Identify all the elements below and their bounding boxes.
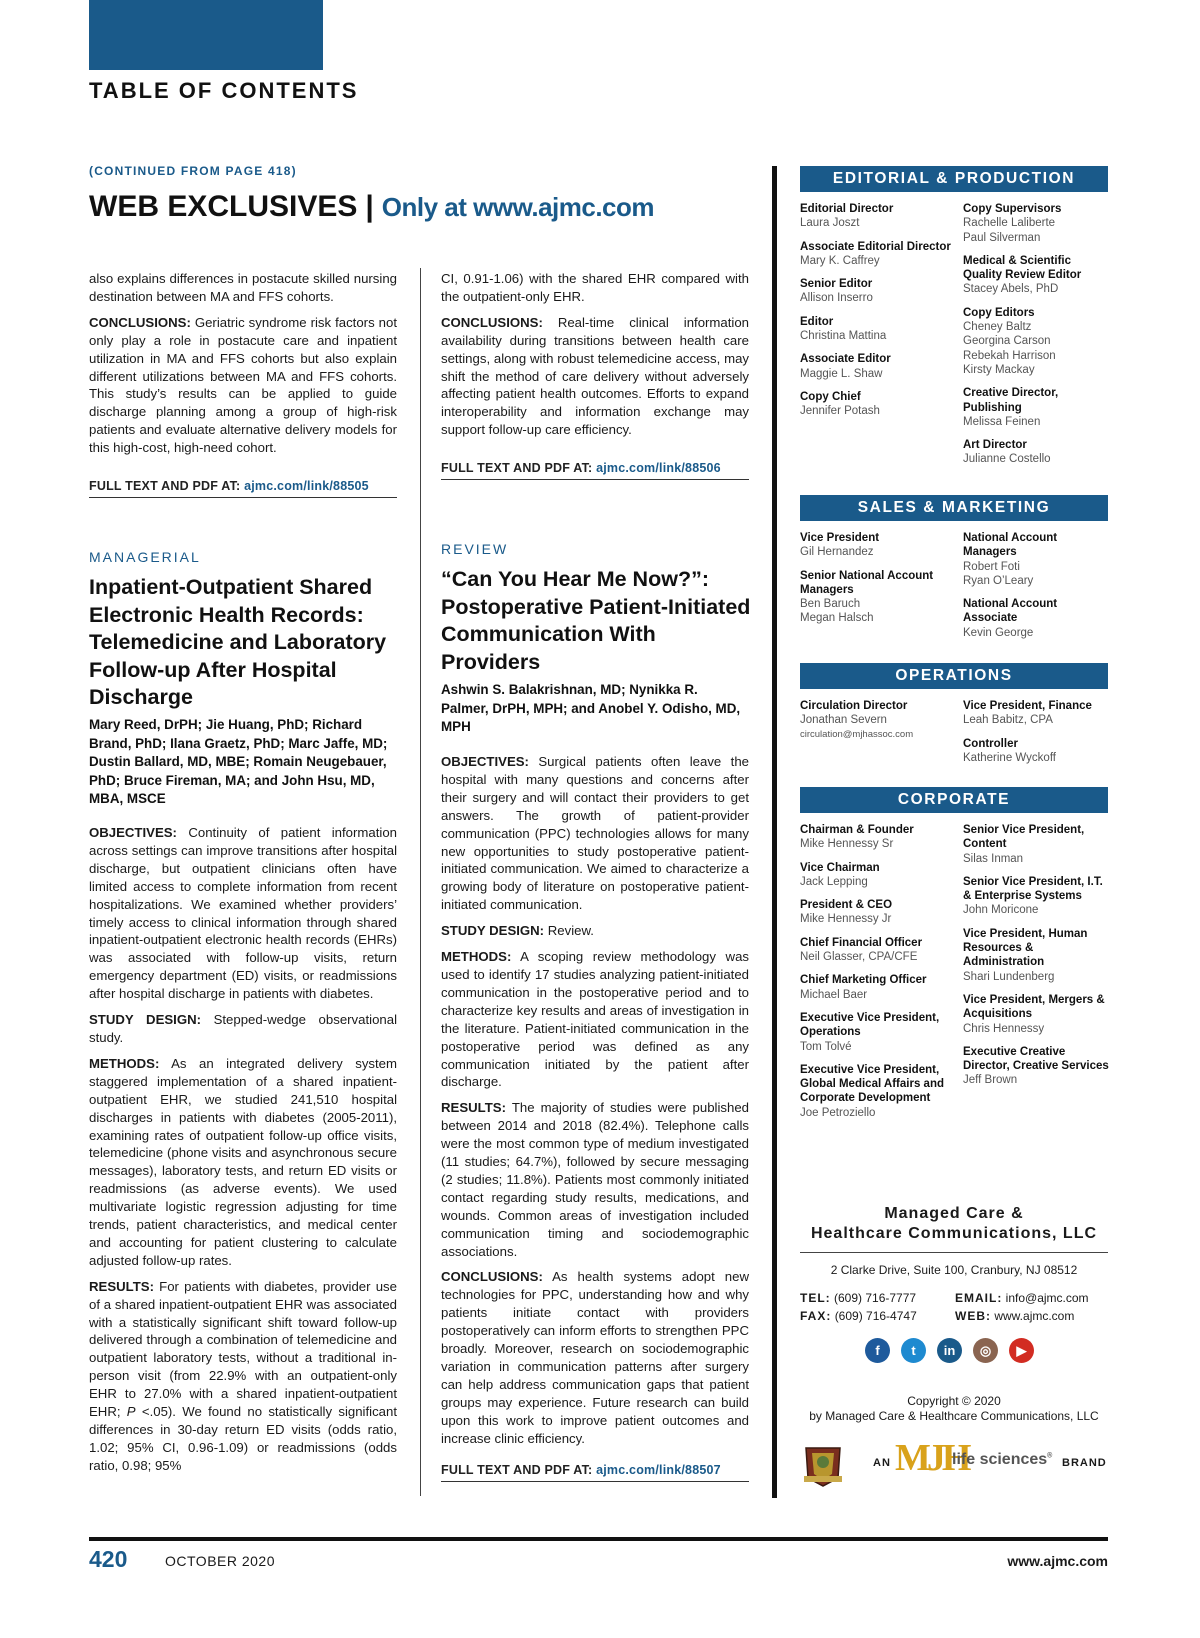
conclusions-label: CONCLUSIONS:: [441, 314, 543, 330]
masthead-role: Editor: [800, 315, 834, 328]
masthead-entry: [800, 699, 955, 742]
editorial-production-header: EDITORIAL & PRODUCTION: [800, 166, 1108, 192]
design-text: Stepped-wedge observational study.: [89, 1012, 397, 1045]
tel-line: [800, 1291, 916, 1305]
fulltext-link-88507: [441, 1463, 749, 1482]
masthead-role: Senior Vice President, Content: [963, 824, 1085, 851]
masthead-role: Copy Editors: [963, 306, 1035, 319]
masthead-role: Vice President: [800, 532, 880, 544]
results-text-b: <.05). We found no statistically significant differences in 30-day return ED visits (odds ratio, 1.02; 95% CI, 0.96-1.09) or readmissions (odds ratio, 0.98; 95%: [89, 1404, 397, 1473]
masthead-role: Vice President, Mergers & Acquisitions: [963, 993, 1105, 1021]
header-color-block: [89, 0, 323, 70]
article2-authors: Ashwin S. Balakrishnan, MD; Nynikka R. Palmer, DrPH, MPH; and Anobel Y. Odisho, MD, MPH: [441, 682, 741, 735]
masthead-entry: [963, 993, 1113, 1036]
tel-label: TEL:: [800, 1291, 831, 1305]
masthead-entry: [800, 531, 955, 560]
mjh-logo-icon: MJH: [895, 1437, 968, 1479]
masthead-name: Stacey Abels, PhD: [963, 283, 1059, 296]
fulltext-label: FULL TEXT AND PDF AT:: [441, 1463, 593, 1477]
masthead-entry: [800, 1011, 955, 1054]
article1-authors: Mary Reed, DrPH; Jie Huang, PhD; Richard Brand, PhD; Ilana Graetz, PhD; Marc Jaffe, MD; Dustin Ballard, MD, MBE; Romain Neugebauer, PhD; Bruce Fireman, MA; and John Hsu, MD, MBA, MSCE: [89, 717, 388, 807]
email-label: EMAIL:: [955, 1291, 1003, 1305]
objectives-text: Continuity of patient information across settings can improve transitions after hospital discharge, but outpatient clinicians often have limited access to complete information from recent hospitalizations. We examined whether providers’ timely access to clinical information through shared inpatient-outpatient electronic health records (EHRs) was associated with follow-up visits, return emergency department (ED) visits, or readmissions after hospital discharge in patients with diabetes.: [89, 825, 397, 1002]
footer-rule: [89, 1537, 1108, 1541]
masthead-role: Copy Chief: [800, 390, 861, 403]
corporate-left-list: [800, 823, 955, 1129]
masthead-role: Creative Director, Publishing: [963, 387, 1059, 414]
masthead-entry: [800, 973, 955, 1002]
article1-design: [89, 1011, 397, 1047]
masthead-divider: [772, 166, 777, 1498]
masthead-role: Chief Marketing Officer: [800, 974, 927, 987]
masthead-name: Joe Petroziello: [800, 1106, 876, 1119]
footer-site[interactable]: www.ajmc.com: [1007, 1553, 1108, 1569]
masthead-name: Julianne Costello: [963, 453, 1051, 466]
masthead-name: Shari Lundenberg: [963, 970, 1055, 983]
results-text: The majority of studies were published between 2014 and 2018 (82.4%). Telephone calls were the most common type of medium investigated (11 studies; 64.7%), followed by secure messaging (2 studies; 11.8%). Patients most commonly initiated contact regarding study results, medications, and wounds. Common areas of investigation included communication timing and sociodemographic associations.: [441, 1100, 749, 1259]
masthead-name: Michael Baer: [800, 988, 868, 1001]
results-label: RESULTS:: [89, 1278, 154, 1294]
masthead-name: Georgina Carson: [963, 335, 1051, 348]
fulltext-url[interactable]: ajmc.com/link/88507: [592, 1463, 721, 1477]
conclusions-text: Geriatric syndrome risk factors not only play a role in postacute care and inpatient utilization in MA and FFS cohorts but also explain different utilizations between MA and FFS cohorts. This study’s results can be applied to guide discharge planning among a group of high-risk patients and evaluate alternative delivery models for this high-cost, high-need cohort.: [89, 314, 397, 456]
masthead-role: Senior Editor: [800, 278, 873, 291]
masthead-role: National Account Managers: [963, 532, 1058, 559]
methods-text: A scoping review methodology was used to identify 17 studies analyzing patient-initiated communication in the postoperative period and to characterize key results and areas of investigation in the literature. Patient-initiated communication in the postoperative period was defined as any communication initiated by the patient after discharge.: [441, 949, 749, 1090]
sales-marketing-header: SALES & MARKETING: [800, 495, 1108, 521]
masthead-entry: [800, 861, 955, 890]
fulltext-label: FULL TEXT AND PDF AT:: [441, 461, 593, 475]
masthead-entry: [963, 927, 1113, 984]
corporate-header: CORPORATE: [800, 787, 1108, 813]
editorial-right-list: [963, 202, 1113, 476]
masthead-name: Gil Hernandez: [800, 546, 874, 559]
col1-paragraph: also explains differences in postacute skilled nursing destination between MA and FFS cohorts.: [89, 271, 397, 304]
masthead-role: Senior Vice President, I.T. & Enterprise Systems: [963, 875, 1103, 903]
masthead-name: Tom Tolvé: [800, 1040, 852, 1053]
masthead-entry: [963, 254, 1113, 297]
masthead-name: Mike Hennessy Sr: [800, 838, 894, 851]
masthead-name: Melissa Feinen: [963, 415, 1041, 428]
masthead-role: Senior National Account Managers: [800, 569, 934, 596]
web-exclusives-url[interactable]: Only at www.ajmc.com: [381, 192, 655, 222]
masthead-name: Kirsty Mackay: [963, 363, 1035, 376]
masthead-name: Cheney Baltz: [963, 321, 1032, 334]
article2-conclusions: [441, 1268, 749, 1447]
design-text: Review.: [544, 923, 594, 939]
masthead-name: Paul Silverman: [963, 231, 1041, 244]
masthead-name: Robert Foti: [963, 560, 1020, 573]
masthead-entry: [800, 569, 955, 626]
company-name-line2: Healthcare Communications, LLC: [810, 1225, 1098, 1242]
masthead-name: Jonathan Severn: [800, 714, 887, 727]
methods-label: METHODS:: [441, 949, 512, 965]
masthead-entry: [963, 737, 1108, 766]
editorial-left-list: [800, 202, 955, 428]
masthead-entry: [963, 699, 1108, 728]
social-icons: [865, 1338, 1045, 1363]
methods-text: As an integrated delivery system staggered implementation of a shared inpatient-outpatient EHR, we studied 241,510 hospital discharges in patients with diabetes (2005-2011), examining rates of outpatient follow-up office visits, telemedicine (phone visits and asynchronous secure messages), laboratory tests, and return ED visits or readmissions (as adverse events). We used multivariate logistic regression adjusting for time trends, patient characteristics, and medical center and accounting for patient clustering to calculate adjusted follow-up rates.: [89, 1055, 397, 1268]
article2-results: [441, 1099, 749, 1260]
fulltext-link-88506: [441, 461, 749, 480]
operations-left-list: [800, 699, 955, 751]
masthead-name: Megan Halsch: [800, 612, 874, 625]
masthead-name: Jeff Brown: [963, 1074, 1018, 1087]
masthead-role: Associate Editor: [800, 353, 891, 366]
web-value[interactable]: www.ajmc.com: [994, 1309, 1075, 1323]
col2-top-abstract: [441, 270, 749, 447]
masthead-entry: [800, 823, 955, 852]
article2-abstract: [441, 753, 749, 1456]
article2-section: REVIEW: [441, 541, 509, 557]
masthead-entry: [800, 277, 955, 306]
fax-label: FAX:: [800, 1309, 832, 1323]
masthead-entry: [800, 936, 955, 965]
col2-paragraph: CI, 0.91-1.06) with the shared EHR compared with the outpatient-only EHR.: [441, 271, 749, 304]
article2-design: [441, 922, 749, 940]
brand-life-sciences: life sciences®: [952, 1451, 1053, 1468]
email-value[interactable]: info@ajmc.com: [1005, 1291, 1089, 1305]
masthead-entry: [963, 1045, 1113, 1088]
masthead-name: Katherine Wyckoff: [963, 751, 1057, 764]
linkedin-icon[interactable]: in: [937, 1338, 962, 1363]
brand-an: AN: [873, 1457, 891, 1469]
masthead-role: Art Director: [963, 439, 1027, 452]
masthead-role: Editorial Director: [800, 203, 894, 215]
web-exclusives-title: WEB EXCLUSIVES: [89, 190, 358, 223]
masthead-role: Executive Vice President, Global Medical Affairs and Corporate Development: [800, 1063, 944, 1105]
objectives-text: Surgical patients often leave the hospital with many questions and concerns after their surgery and will contact their providers to get answers. The growth of patient-provider communication (PPC) technologies allows for many new opportunities to study postoperative patient-initiated communication. We aimed to characterize a growing body of literature on postoperative patient-initiated communication.: [441, 754, 749, 913]
web-label: WEB:: [955, 1309, 991, 1323]
masthead-role: Chairman & Founder: [800, 824, 914, 836]
masthead-role: Associate Editorial Director: [800, 240, 951, 253]
masthead-name: Allison Inserro: [800, 292, 873, 305]
issue-month: OCTOBER 2020: [165, 1553, 276, 1569]
article1-results: [89, 1278, 397, 1475]
masthead-name: Laura Joszt: [800, 217, 860, 230]
article1-section: MANAGERIAL: [89, 549, 201, 565]
conclusions-text: As health systems adopt new technologies for PPC, understanding how and why patients initiate contact with providers postoperatively can inform efforts to strengthen PPC broadly. Moreover, research on sociodemographic variation in communication patterns after surgery can help address communication gaps that patient groups may experience. Future research can build upon this work to improve patient outcomes and increase clinic efficiency.: [441, 1269, 749, 1446]
objectives-label: OBJECTIVES:: [441, 754, 529, 769]
masthead-entry: [963, 823, 1113, 866]
heading-separator: |: [365, 190, 374, 223]
masthead-name: Jennifer Potash: [800, 405, 880, 418]
masthead-role: Controller: [963, 737, 1018, 750]
article1-abstract: [89, 824, 397, 1483]
col1-conclusions: [89, 314, 397, 457]
masthead-entry: [963, 306, 1113, 377]
company-address: 2 Clarke Drive, Suite 100, Cranbury, NJ 08512: [830, 1263, 1078, 1277]
fax-value: (609) 716-4747: [834, 1309, 917, 1323]
results-label: RESULTS:: [441, 1100, 506, 1116]
fulltext-label: FULL TEXT AND PDF AT:: [89, 479, 241, 493]
twitter-icon[interactable]: t: [901, 1338, 926, 1363]
masthead-entry: [963, 531, 1108, 588]
masthead-name: Ben Baruch: [800, 598, 861, 611]
masthead-entry: [800, 390, 955, 419]
p-value-symbol: P: [126, 1404, 136, 1420]
email-line: [955, 1291, 1089, 1305]
masthead-name: Silas Inman: [963, 852, 1024, 865]
masthead-role: Copy Supervisors: [963, 203, 1062, 215]
article2-objectives: [441, 753, 749, 914]
masthead-name: Chris Hennessy: [963, 1022, 1045, 1035]
company-name-line1: Managed Care &: [884, 1205, 1024, 1222]
results-text-a: For patients with diabetes, provider use of a shared inpatient-outpatient EHR was associated with a statistically significant shift toward follow-up delivered through a combination of telemedicine and outpatient laboratory tests, without a traditional in-person visit (from 22.9% with an outpatient-only EHR to 27.0% with a shared inpatient-outpatient EHR;: [89, 1278, 397, 1420]
masthead-role: Chief Financial Officer: [800, 936, 923, 949]
masthead-entry: [800, 352, 955, 381]
objectives-label: OBJECTIVES:: [89, 825, 177, 840]
conclusions-text: Real-time clinical information availability during transitions between health care settings, along with robust telemedicine access, may shift the method of care delivery without adversely affecting patient health outcomes. Efforts to expand interoperability and information exchange may support follow-up care efficiency.: [441, 314, 749, 438]
masthead-role: Executive Creative Director, Creative Services: [963, 1045, 1109, 1073]
sales-left-list: [800, 531, 955, 635]
design-label: STUDY DESIGN:: [89, 1012, 201, 1028]
copyright-line1: Copyright © 2020: [907, 1394, 1001, 1408]
operations-right-list: [963, 699, 1108, 774]
fax-line: [800, 1309, 917, 1323]
instagram-icon[interactable]: ◎: [973, 1338, 998, 1363]
brand-name: life sciences: [952, 1451, 1048, 1468]
copyright: [790, 1394, 1118, 1424]
col2-conclusions: [441, 314, 749, 439]
masthead-name: Ryan O’Leary: [963, 574, 1034, 587]
tel-value: (609) 716-7777: [834, 1291, 917, 1305]
masthead-role: Vice President, Human Resources & Administration: [963, 927, 1088, 969]
corporate-right-list: [963, 823, 1113, 1097]
masthead-entry: [963, 597, 1108, 640]
operations-header: OPERATIONS: [800, 663, 1108, 689]
methods-label: METHODS:: [89, 1055, 160, 1071]
masthead-entry: [800, 240, 955, 269]
masthead-role: Circulation Director: [800, 700, 908, 712]
masthead-role: Vice Chairman: [800, 861, 880, 874]
conclusions-label: CONCLUSIONS:: [441, 1269, 543, 1285]
page-number: 420: [89, 1546, 128, 1572]
article2-title[interactable]: “Can You Hear Me Now?”: Postoperative Patient-Initiated Communication With Providers: [441, 567, 751, 674]
masthead-name: Mary K. Caffrey: [800, 254, 880, 267]
masthead-role: Medical & Scientific Quality Review Editor: [963, 254, 1082, 282]
col1-top-abstract: [89, 270, 397, 465]
masthead-name: Maggie L. Shaw: [800, 367, 883, 380]
masthead-name: Rachelle Laliberte: [963, 217, 1056, 230]
sales-right-list: [963, 531, 1108, 649]
masthead-name: Leah Babitz, CPA: [963, 714, 1053, 727]
continued-label: (CONTINUED FROM PAGE 418): [89, 164, 297, 178]
masthead-entry: [800, 1063, 955, 1120]
fulltext-link-88505: [89, 479, 397, 498]
masthead-name: Mike Hennessy Jr: [800, 913, 892, 926]
fulltext-url[interactable]: ajmc.com/link/88506: [592, 461, 721, 475]
masthead-entry: [800, 898, 955, 927]
company-name: [800, 1204, 1108, 1253]
web-line: [955, 1309, 1074, 1323]
conclusions-label: CONCLUSIONS:: [89, 314, 191, 330]
article1-objectives: [89, 824, 397, 1003]
masthead-entry: [963, 438, 1113, 467]
masthead-role: National Account Associate: [963, 598, 1058, 625]
article1-title[interactable]: Inpatient-Outpatient Shared Electronic Health Records: Telemedicine and Laboratory Follow-up After Hospital Discharge: [89, 575, 387, 709]
masthead-role: President & CEO: [800, 899, 893, 912]
masthead-role: Vice President, Finance: [963, 700, 1092, 712]
masthead-name: Christina Mattina: [800, 330, 887, 343]
facebook-icon[interactable]: f: [865, 1338, 890, 1363]
masthead-name: Rebekah Harrison: [963, 349, 1056, 362]
masthead-name: Neil Glasser, CPA/CFE: [800, 951, 918, 964]
copyright-line2: by Managed Care & Healthcare Communications, LLC: [809, 1409, 1099, 1423]
column-divider: [420, 268, 421, 1496]
youtube-icon[interactable]: ▶: [1009, 1338, 1034, 1363]
web-exclusives-heading: [89, 190, 654, 224]
article2-methods: [441, 948, 749, 1091]
masthead-name: John Moricone: [963, 904, 1039, 917]
masthead-name: Kevin George: [963, 626, 1034, 639]
masthead-email[interactable]: circulation@mjhassoc.com: [800, 728, 914, 740]
masthead-role: Executive Vice President, Operations: [800, 1011, 940, 1039]
fulltext-url[interactable]: ajmc.com/link/88505: [240, 479, 369, 493]
section-title: TABLE OF CONTENTS: [89, 78, 359, 103]
seal-logo-icon: [798, 1438, 848, 1488]
masthead-entry: [963, 386, 1113, 429]
masthead-entry: [800, 315, 955, 344]
design-label: STUDY DESIGN:: [441, 923, 545, 939]
masthead-entry: [963, 202, 1113, 245]
masthead-name: Jack Lepping: [800, 875, 868, 888]
article1-methods: [89, 1055, 397, 1270]
masthead-entry: [963, 875, 1113, 918]
brand-suffix: BRAND: [1062, 1457, 1107, 1469]
masthead-entry: [800, 202, 955, 231]
